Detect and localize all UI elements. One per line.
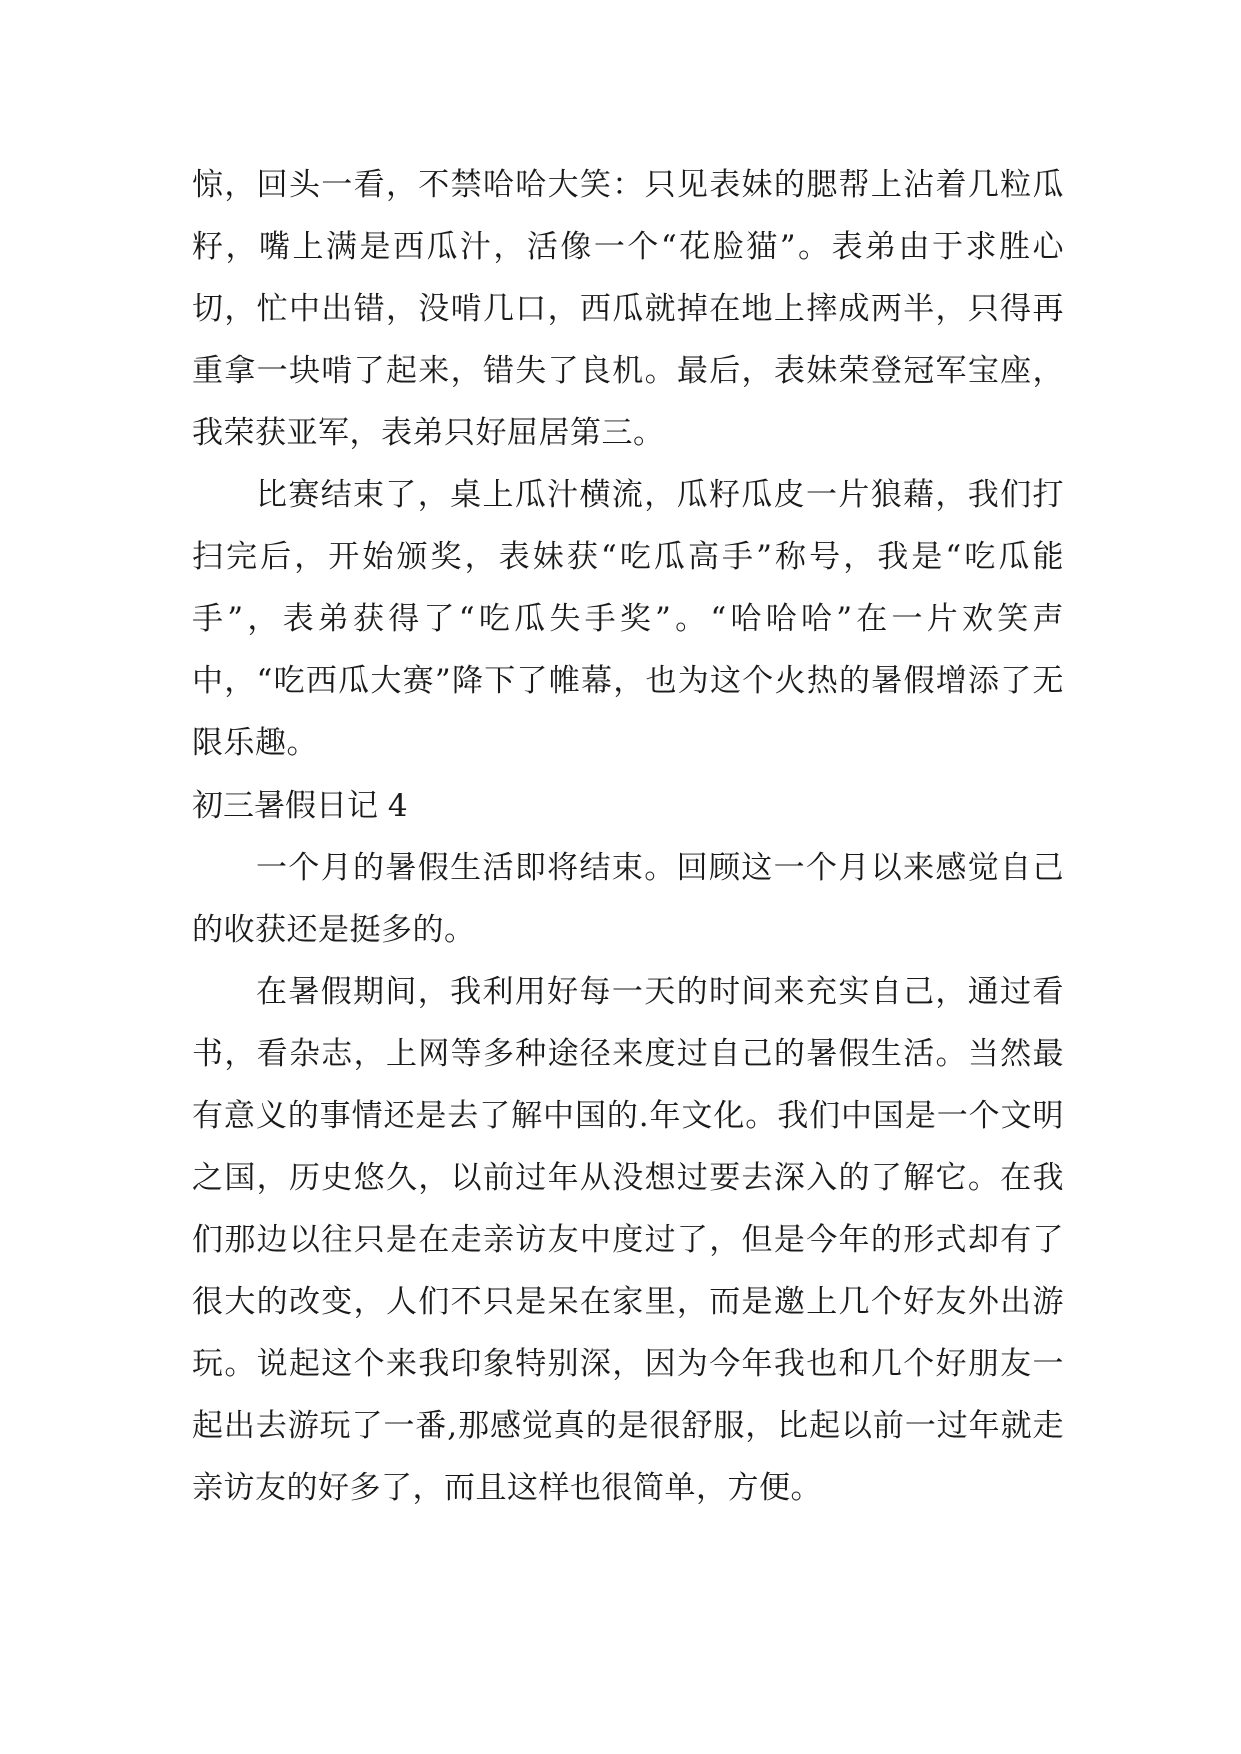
diary-intro-paragraph — [192, 837, 1064, 961]
paragraph-text: 惊，回头一看，不禁哈哈大笑：只见表妹的腮帮上沾着几粒瓜籽，嘴上满是西瓜汁，活像一个“花脸猫”。表弟由于求胜心切，忙中出错，没啃几口，西瓜就掉在地上摔成两半，只得再重拿一块啃了起来，错失了良机。最后，表妹荣登冠军宝座，我荣获亚军，表弟只好屈居第三。 — [192, 167, 1064, 451]
diary-body-paragraph — [192, 961, 1064, 1519]
section-heading: 初三暑假日记 4 — [192, 788, 408, 824]
paragraph-text: 在暑假期间，我利用好每一天的时间来充实自己，通过看书，看杂志，上网等多种途径来度过自己的暑假生活。当然最有意义的事情还是去了解中国的.年文化。我们中国是一个文明之国，历史悠久，以前过年从没想过要去深入的了解它。在我们那边以往只是在走亲访友中度过了，但是今年的形式却有了很大的改变，人们不只是呆在家里，而是邀上几个好友外出游玩。说起这个来我印象特别深，因为今年我也和几个好朋友一起出去游玩了一番,那感觉真的是很舒服，比起以前一过年就走亲访友的好多了，而且这样也很简单，方便。 — [192, 974, 1064, 1506]
paragraph-text: 一个月的暑假生活即将结束。回顾这一个月以来感觉自己的收获还是挺多的。 — [192, 850, 1064, 948]
paragraph-text: 比赛结束了，桌上瓜汁横流，瓜籽瓜皮一片狼藉，我们打扫完后，开始颁奖，表妹获“吃瓜高手”称号，我是“吃瓜能手”，表弟获得了“吃瓜失手奖”。“哈哈哈”在一片欢笑声中，“吃西瓜大赛”降下了帷幕，也为这个火热的暑假增添了无限乐趣。 — [192, 477, 1064, 761]
continued-story-paragraph — [192, 154, 1064, 464]
story-ending-paragraph — [192, 464, 1064, 774]
